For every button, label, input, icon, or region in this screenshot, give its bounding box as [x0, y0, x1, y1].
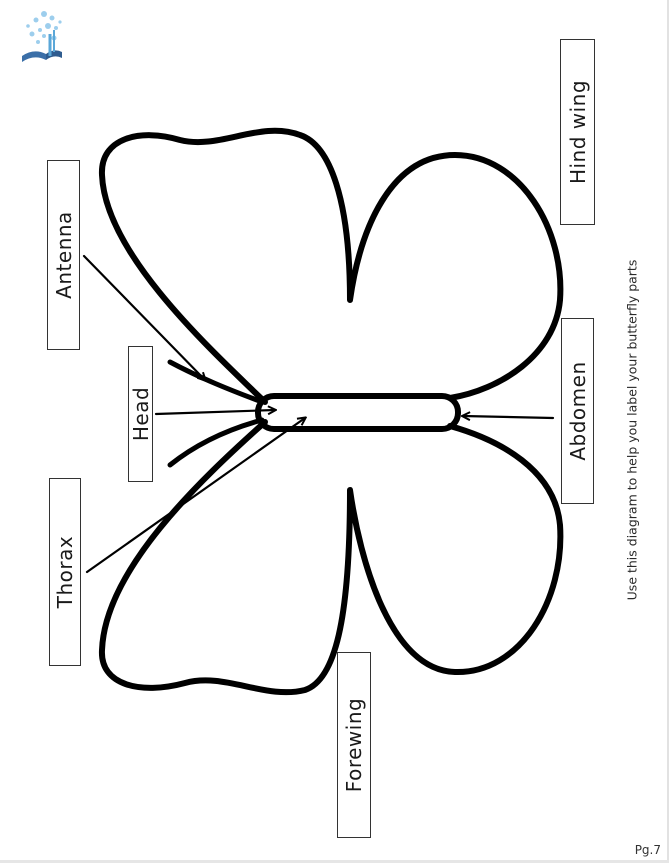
label-box-abdomen	[561, 318, 594, 504]
label-head: Head	[128, 386, 153, 442]
label-box-thorax	[49, 478, 81, 666]
label-forewing: Forewing	[342, 697, 366, 793]
label-box-antenna	[47, 160, 80, 350]
label-box-head	[128, 346, 153, 482]
abdomen-pointer	[463, 416, 553, 418]
thorax-pointer	[87, 418, 305, 572]
label-hind-wing: Hind wing	[565, 79, 590, 185]
label-thorax: Thorax	[53, 535, 77, 609]
label-box-forewing	[337, 652, 371, 838]
butterfly-body	[258, 396, 458, 429]
label-antenna: Antenna	[51, 211, 76, 299]
label-abdomen: Abdomen	[565, 361, 590, 461]
label-box-hind-wing	[560, 39, 595, 225]
instruction-text: Use this diagram to help you label your butterfly parts	[624, 259, 640, 601]
page-number: Pg.7	[634, 843, 661, 857]
